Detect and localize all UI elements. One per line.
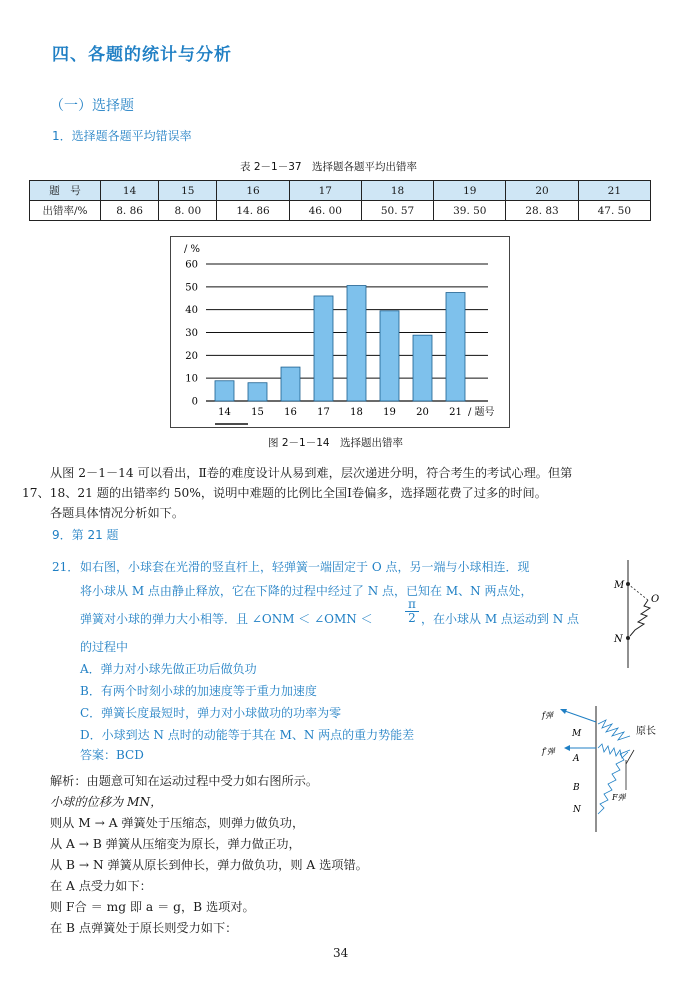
table-row: [30, 201, 651, 221]
fraction-numerator: π: [408, 597, 416, 611]
solution-line-8: 在 B 点弹簧处于原长则受力如下：: [50, 921, 238, 935]
table-cell: 19: [434, 181, 506, 201]
chart-ylabel: / %: [184, 244, 201, 255]
table-cell: 20: [506, 181, 578, 201]
om-dashed-line: [628, 584, 648, 600]
error-rate-table: [29, 180, 651, 221]
error-rate-chart: [170, 236, 510, 428]
table-cell: 50. 57: [361, 201, 433, 221]
option-d: D．小球到达 N 点时的动能等于其在 M、N 两点的重力势能差: [80, 728, 415, 742]
table-row-label: 题 号: [30, 181, 101, 201]
spring-stretched: [598, 750, 630, 814]
item-heading-9: 9．第 21 题: [52, 528, 119, 542]
solution-line-1: 解析：由题意可知在运动过程中受力如右图所示。: [50, 774, 319, 788]
table-cell: 47. 50: [578, 201, 650, 221]
table-cell: 17: [289, 181, 361, 201]
solution-line-4: 从 A → B 弹簧从压缩变为原长，弹力做正功，: [50, 837, 301, 851]
table-cell: 28. 83: [506, 201, 578, 221]
chart-xtick-label: 16: [284, 407, 297, 418]
spring-compressed: [598, 720, 630, 740]
fraction-denominator: 2: [405, 611, 419, 625]
spring-natural: [598, 744, 628, 758]
spring-rod-figure: [608, 558, 684, 670]
chart-bar: [347, 286, 366, 401]
label-n: N: [614, 634, 623, 645]
table-header-row: [30, 181, 651, 201]
item-heading-1: 1．选择题各题平均错误率: [52, 129, 192, 143]
question-line-2: 将小球从 M 点由静止释放，它在下降的过程中经过了 N 点，已知在 M、N 两点处，: [80, 584, 533, 598]
chart-caption: 图 2－1－14 选择题出错率: [268, 437, 404, 449]
option-b: B．有两个时刻小球的加速度等于重力加速度: [80, 684, 317, 698]
arrowhead-icon: [564, 745, 570, 751]
analysis-line-2: 17、18、21 题的出错率约 50%，说明中难题的比例比全国Ⅰ卷偏多，选择题花费了过多的时间。: [22, 486, 547, 500]
label-m: M: [572, 729, 582, 739]
solution-line-6: 在 A 点受力如下：: [50, 879, 152, 893]
table-cell: 14: [101, 181, 159, 201]
chart-ytick-label: 20: [185, 350, 198, 362]
question-number: 21．: [52, 560, 80, 574]
table-cell: 46. 00: [289, 201, 361, 221]
solution-line-2: 小球的位移为 MN，: [50, 795, 163, 809]
table-cell: 18: [361, 181, 433, 201]
question-line-1: 如右图，小球套在光滑的竖直杆上，轻弹簧一端固定于 O 点，另一端与小球相连．现: [80, 560, 530, 574]
force-arrow-f1: [562, 710, 596, 722]
chart-xtick-label: 15: [251, 407, 264, 418]
chart-xtick-label: 20: [416, 407, 429, 418]
force-analysis-figure: [540, 704, 680, 834]
option-a: A．弹力对小球先做正功后做负功: [80, 662, 257, 676]
label-f1: f弹: [542, 711, 553, 720]
arrowhead-icon: [560, 709, 567, 714]
chart-bar: [281, 367, 300, 401]
label-rest-length: 原长: [636, 726, 656, 737]
table-cell: 14. 86: [217, 201, 289, 221]
chart-ytick-label: 10: [185, 373, 198, 385]
point-n-dot: [626, 636, 630, 640]
chart-xtick-label: 21: [449, 407, 462, 418]
chart-bar: [413, 335, 432, 401]
chart-ytick-label: 40: [185, 305, 198, 317]
option-c: C．弹簧长度最短时，弹力对小球做功的功率为零: [80, 706, 342, 720]
table-cell: 16: [217, 181, 289, 201]
label-leader: [626, 750, 634, 764]
label-o: O: [651, 594, 660, 605]
chart-xtick-label: 14: [218, 407, 231, 418]
chart-bar: [215, 381, 234, 401]
label-f2: f′弹: [542, 747, 555, 756]
chart-xlabel: / 题号: [468, 407, 495, 418]
table-cell: 21: [578, 181, 650, 201]
chart-xtick-label: 18: [350, 407, 363, 418]
solution-line-3: 则从 M → A 弹簧处于压缩态，则弹力做负功，: [50, 816, 305, 830]
question-line-3b: ，在小球从 M 点运动到 N 点: [421, 612, 580, 626]
chart-bar: [446, 293, 465, 401]
label-a: A: [573, 754, 580, 764]
page-number: 34: [333, 946, 349, 960]
chart-xtick-label: 19: [383, 407, 396, 418]
fraction: [405, 598, 419, 625]
solution-line-7: 则 F合 ＝ mg 即 a ＝ g，B 选项对。: [50, 900, 255, 914]
subsection-heading: （一）选择题: [50, 98, 134, 114]
table-caption: 表 2－1－37 选择题各题平均出错率: [240, 161, 418, 173]
label-n: N: [573, 805, 581, 815]
chart-xtick-label: 17: [317, 407, 330, 418]
chart-bar: [314, 296, 333, 401]
chart-ytick-label: 50: [185, 282, 198, 294]
chart-ytick-label: 60: [185, 259, 198, 271]
table-row-label: 出错率/%: [30, 201, 101, 221]
analysis-line-3: 各题具体情况分析如下。: [50, 506, 185, 520]
analysis-line-1: 从图 2－1－14 可以看出，Ⅱ卷的难度设计从易到难，层次递进分明，符合考生的考试心理。但第: [50, 466, 573, 480]
solution-line-5: 从 B → N 弹簧从原长到伸长，弹力做负功，则 A 选项错。: [50, 858, 368, 872]
table-cell: 8. 00: [159, 201, 217, 221]
section-heading: 四、各题的统计与分析: [52, 45, 232, 65]
chart-ytick-label: 30: [185, 328, 198, 339]
chart-bar: [380, 311, 399, 401]
table-cell: 39. 50: [434, 201, 506, 221]
label-b: B: [573, 783, 580, 793]
chart-ytick-label: 0: [191, 396, 198, 408]
spring-coil: [630, 600, 650, 636]
question-line-4: 的过程中: [80, 640, 129, 654]
question-line-3a: 弹簧对小球的弹力大小相等．且 ∠ONM ＜ ∠OMN ＜: [80, 612, 373, 626]
table-cell: 15: [159, 181, 217, 201]
answer: 答案：BCD: [80, 748, 144, 762]
table-cell: 8. 86: [101, 201, 159, 221]
label-m: M: [614, 580, 625, 591]
label-f-spring: F弹: [612, 793, 626, 802]
chart-bar: [248, 383, 267, 401]
